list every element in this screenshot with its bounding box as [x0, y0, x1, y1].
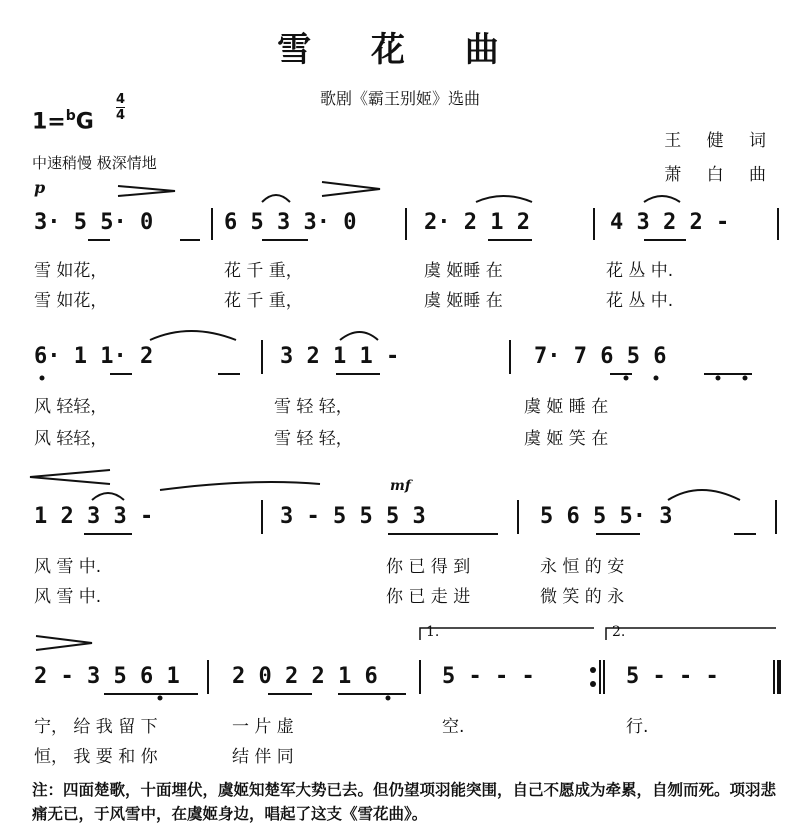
song-subtitle: 歌剧《霸王别姬》选曲: [319, 89, 480, 108]
system-2-lyric2-c: 虞 姬 笑 在: [524, 429, 609, 449]
system-1-lyric2-a: 雪 如花，: [34, 291, 108, 311]
system-3-measure-1: 1 2 3 3 -: [34, 504, 154, 529]
system-2-measure-3: 7· 7 6 5 6: [534, 344, 667, 369]
system-1-lyric1-a: 雪 如花，: [34, 261, 108, 281]
volta-2-label: 2.: [612, 624, 626, 640]
system-2-measure-1: 6· 1 1· 2: [34, 344, 154, 369]
system-4-measure-3: 5 - - -: [442, 664, 535, 689]
meter-top: 4: [116, 92, 126, 107]
system-3-lyric2-b: 你 已 走 进: [386, 587, 471, 607]
system-2-lyric1-a: 风 轻轻，: [34, 397, 108, 417]
system-4-measure-2: 2 0 2 2 1 6: [232, 664, 378, 689]
system-1-lyric1-b: 花 千 重，: [224, 261, 303, 281]
tempo-marking: 中速稍慢 极深情地: [32, 154, 157, 172]
system-1-measure-3: 2· 2 1 2: [424, 210, 530, 235]
system-1-lyric2-c: 虞 姬睡 在: [424, 291, 503, 311]
system-1-measure-1: 3· 5 5· 0: [34, 210, 154, 235]
system-2-lyric2-a: 风 轻轻，: [34, 429, 108, 449]
flat-sign: b: [65, 108, 76, 124]
key-note: G: [75, 109, 94, 135]
system-1-lyric1-d: 花 丛 中.: [606, 261, 674, 281]
system-4-lyric2-a: 恒， 我 要 和 你: [34, 747, 158, 767]
system-1-measure-4: 4 3 2 2 -: [610, 210, 730, 235]
key-prefix: 1=: [32, 109, 66, 135]
system-4-measure-1: 2 - 3 5 6 1: [34, 664, 180, 689]
system-3-lyric1-b: 你 已 得 到: [386, 557, 471, 577]
accent-hairpin: [36, 636, 92, 650]
system-4-measure-4: 5 - - -: [626, 664, 719, 689]
volta-1-label: 1.: [426, 624, 440, 640]
system-2-measure-2: 3 2 1 1 -: [280, 344, 400, 369]
dynamic-p: p: [34, 178, 46, 197]
meter-bottom: 4: [116, 108, 126, 123]
diminuendo-hairpin: [30, 470, 110, 484]
system-2-lyric2-b: 雪 轻 轻，: [274, 429, 353, 449]
song-title: 雪 花 曲: [277, 30, 523, 70]
decrescendo-hairpin: [322, 182, 380, 196]
system-2-lyric1-c: 虞 姬 睡 在: [524, 397, 609, 417]
system-4-lyric1-c: 空.: [442, 717, 465, 737]
system-1-measure-2: 6 5 3 3· 0: [224, 210, 357, 235]
system-4-lyric2-b: 结 伴 同: [232, 747, 294, 767]
crescendo-hairpin: [118, 186, 175, 196]
lyricist-credit: 王 健 词: [664, 131, 776, 151]
system-2-lyric1-b: 雪 轻 轻，: [274, 397, 353, 417]
footnote: 注：四面楚歌，十面埋伏，虞姬知楚军大势已去。但仍望项羽能突围，自己不愿成为牵累，自刎而死。项羽悲痛无已，于风雪中，在虞姬身边，唱起了这支《雪花曲》。: [32, 781, 777, 823]
system-3-measure-2: 3 - 5 5 5 3: [280, 504, 426, 529]
system-4-lyric1-a: 宁， 给 我 留 下: [34, 717, 158, 737]
system-1-lyric2-d: 花 丛 中.: [606, 291, 674, 311]
system-1-lyric1-c: 虞 姬睡 在: [424, 261, 503, 281]
dynamic-mf: mf: [390, 478, 411, 494]
system-3-lyric1-c: 永 恒 的 安: [540, 557, 625, 577]
system-3-lyric2-a: 风 雪 中.: [34, 587, 102, 607]
composer-credit: 萧 白 曲: [664, 165, 776, 185]
system-3-lyric2-c: 微 笑 的 永: [540, 587, 625, 607]
system-4-lyric1-b: 一 片 虚: [232, 717, 294, 737]
system-1-lyric2-b: 花 千 重，: [224, 291, 303, 311]
system-3-lyric1-a: 风 雪 中.: [34, 557, 102, 577]
system-3-measure-3: 5 6 5 5· 3: [540, 504, 673, 529]
system-4-lyric1-d: 行.: [626, 717, 649, 737]
